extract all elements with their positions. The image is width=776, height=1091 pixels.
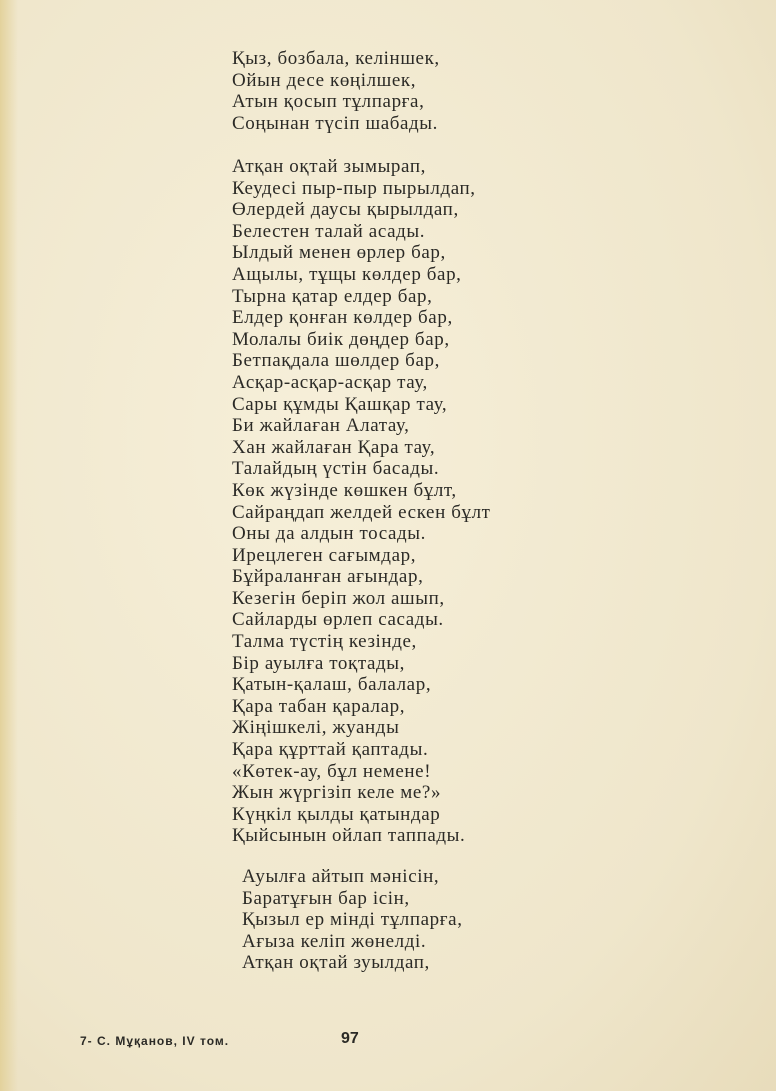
poem-line: Соңынан түсіп шабады. [232, 112, 439, 134]
poem-line: Баратұғын бар ісін, [242, 887, 410, 909]
page-footer [80, 1030, 500, 1054]
poem-line: Хан жайлаған Қара тау, [232, 436, 436, 458]
poem-line: Қара табан қаралар, [232, 695, 406, 717]
stanza-2 [232, 156, 491, 847]
page-edge-shadow [0, 0, 18, 1091]
poem-line: Ылдый менен өрлер бар, [232, 242, 446, 264]
poem-line: Сайраңдап желдей ескен бұлт [232, 501, 491, 523]
poem-line: Ирецлеген сағымдар, [232, 544, 417, 566]
poem-line: Қыз, бозбала, келіншек, [232, 48, 440, 69]
poem-line: Қыйсынын ойлап таппады. [232, 825, 466, 847]
poem-line: Сайларды өрлеп сасады. [232, 609, 444, 631]
poem-line: Би жайлаған Алатау, [232, 415, 410, 437]
poem-line: Жіңішкелі, жуанды [232, 717, 400, 739]
poem-line: Талма түстің кезінде, [232, 631, 417, 653]
page-number: 97 [341, 1030, 359, 1047]
poem-line: Өлердей даусы қырылдап, [232, 199, 459, 221]
poem-line: Талайдың үстін басады. [232, 458, 440, 480]
poem-line: Ағыза келіп жөнелді. [242, 930, 427, 952]
poem-line: Ойын десе көңілшек, [232, 69, 417, 91]
poem-line: Сары құмды Қашқар тау, [232, 393, 448, 415]
poem-line: Бұйраланған ағындар, [232, 566, 424, 588]
poem-line: Бетпақдала шөлдер бар, [232, 350, 440, 372]
poem-line: Кезегін беріп жол ашып, [232, 587, 445, 609]
poem-line: Кеудесі пыр-пыр пырылдап, [232, 177, 476, 199]
poem-line: Бір ауылға тоқтады, [232, 652, 405, 674]
poem-line: Ащылы, тұщы көлдер бар, [232, 263, 462, 285]
poem-line: Қара құрттай қаптады. [232, 739, 429, 761]
poem-line: Көк жүзінде көшкен бұлт, [232, 479, 457, 501]
poem-line: Атын қосып тұлпарға, [232, 91, 425, 113]
poem-line: Молалы биік дөңдер бар, [232, 328, 450, 350]
poem-line: Атқан оқтай зымырап, [232, 156, 426, 177]
poem-line: Асқар-асқар-асқар тау, [232, 371, 428, 393]
poem-line: Белестен талай асады. [232, 220, 426, 242]
author-volume-note: 7- С. Мұқанов, IV том. [80, 1034, 230, 1048]
poem-line: Қатын-қалаш, балалар, [232, 674, 432, 696]
stanza-1 [232, 48, 440, 134]
poem-line: «Көтек-ау, бұл немене! [232, 760, 432, 782]
poem-line: Қызыл ер мінді тұлпарға, [242, 909, 463, 931]
poem-line: Атқан оқтай зуылдап, [242, 952, 430, 974]
poem-line: Елдер қонған көлдер бар, [232, 307, 453, 329]
poem-line: Оны да алдын тосады. [232, 523, 426, 545]
poem-line: Ауылға айтып мәнісін, [242, 866, 440, 887]
poem-line: Күңкіл қылды қатындар [232, 803, 441, 825]
poem-line: Тырна қатар елдер бар, [232, 285, 433, 307]
poem-line: Жын жүргізіп келе ме?» [232, 782, 442, 804]
stanza-3 [242, 866, 463, 974]
